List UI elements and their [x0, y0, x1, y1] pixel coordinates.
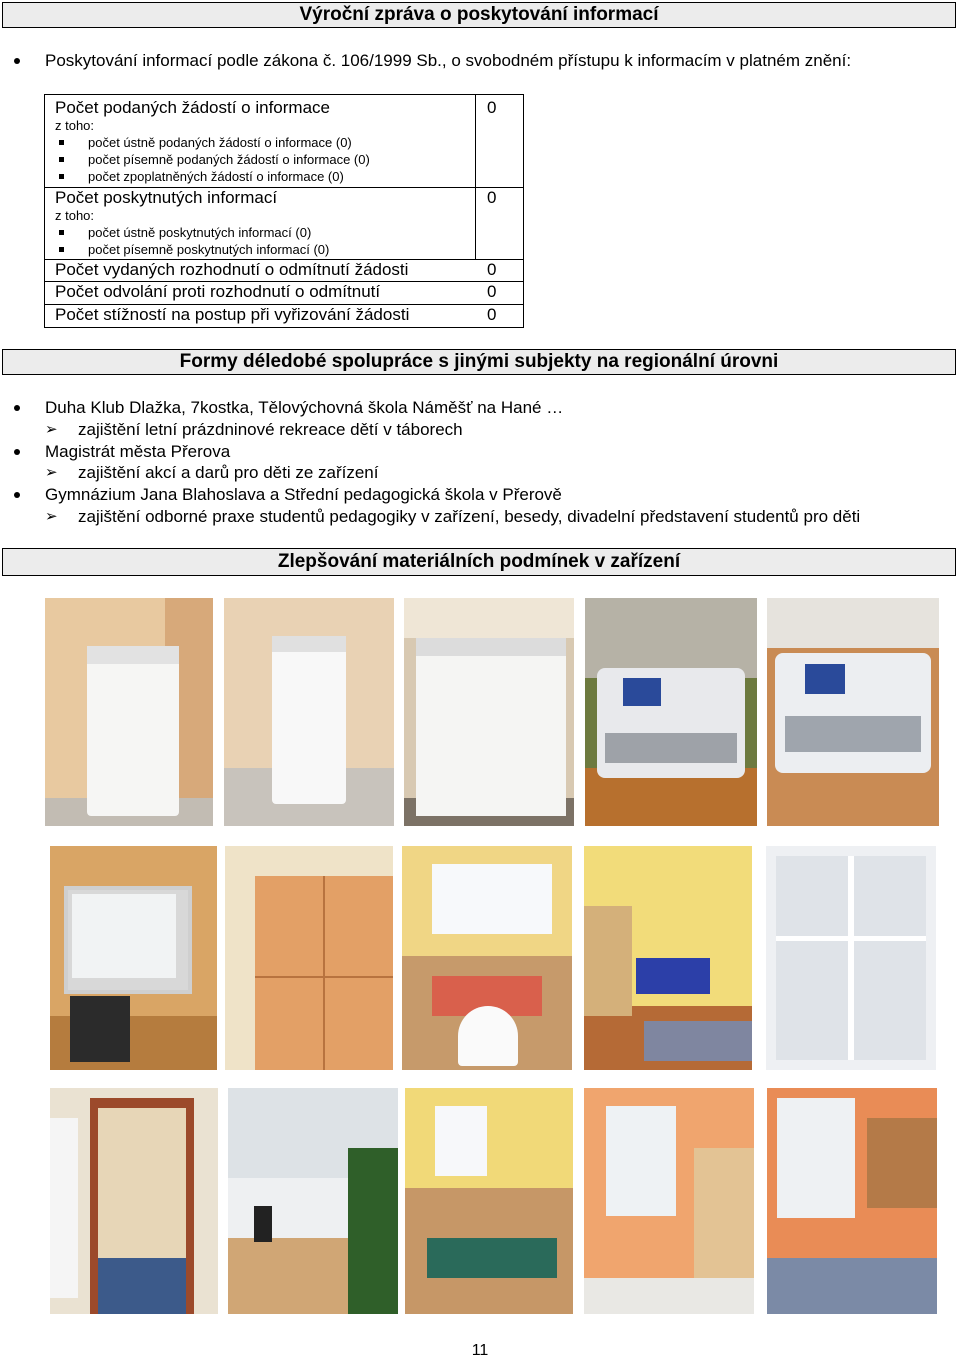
rejections-value: 0: [487, 260, 497, 279]
photo-window-curtains: [766, 846, 936, 1070]
bullet-icon: [14, 405, 20, 411]
photo-dining-room: [402, 846, 572, 1070]
partner-2-detail: zajištění akcí a darů pro děti ze zařízení: [78, 463, 379, 482]
photo-office: [228, 1088, 398, 1314]
partner-1-detail: zajištění letní prázdninové rekreace dětí v táborech: [78, 420, 463, 439]
provided-label: Počet poskytnutých informací: [55, 188, 278, 207]
bullet-icon: [14, 449, 20, 455]
requests-item-charged: počet zpoplatněných žádostí o informace (0): [88, 169, 344, 184]
photo-bedroom: [584, 846, 752, 1070]
square-bullet-icon: [59, 157, 64, 162]
square-bullet-icon: [59, 140, 64, 145]
provided-breakdown-label: z toho:: [55, 208, 95, 223]
arrow-bullet-icon: ➢: [45, 464, 58, 481]
improvements-heading: Zlepšování materiálních podmínek v zařízení: [2, 548, 956, 576]
bullet-icon: [14, 58, 20, 64]
photo-doorway: [50, 1088, 218, 1314]
requests-item-oral: počet ústně podaných žádostí o informace (0): [88, 135, 352, 150]
arrow-bullet-icon: ➢: [45, 421, 58, 438]
photo-washing-machine-2: [224, 598, 394, 826]
appeals-value: 0: [487, 282, 497, 301]
provided-item-written: počet písemně poskytnutých informací (0): [88, 242, 330, 257]
photo-table-tennis-room: [405, 1088, 573, 1314]
provided-value: 0: [487, 188, 497, 207]
photo-common-room: [767, 1088, 937, 1314]
bullet-icon: [14, 492, 20, 498]
partner-3: Gymnázium Jana Blahoslava a Střední pedagogická škola v Přerově: [45, 485, 562, 504]
info-table: [44, 94, 524, 328]
square-bullet-icon: [59, 230, 64, 235]
photo-kitchen: [584, 1088, 754, 1314]
report-title: Výroční zpráva o poskytování informací: [2, 2, 956, 28]
photo-dishwasher: [404, 598, 574, 826]
cooperation-heading: Formy déledobé spolupráce s jinými subjekty na regionální úrovni: [2, 349, 956, 375]
photo-washing-machine-1: [45, 598, 213, 826]
photo-computer: [50, 846, 217, 1070]
requests-item-written: počet písemně podaných žádostí o informace (0): [88, 152, 370, 167]
partner-2: Magistrát města Přerova: [45, 442, 231, 461]
photo-printer-2: [767, 598, 939, 826]
rejections-label: Počet vydaných rozhodnutí o odmítnutí žádosti: [55, 260, 409, 279]
appeals-label: Počet odvolání proti rozhodnutí o odmítnutí: [55, 282, 381, 301]
complaints-value: 0: [487, 305, 497, 324]
photo-wardrobes: [225, 846, 393, 1070]
intro-text: Poskytování informací podle zákona č. 106/1999 Sb., o svobodném přístupu k informacím v platném znění:: [45, 51, 852, 70]
table-column-divider: [475, 95, 476, 259]
page-number: 11: [471, 1342, 489, 1359]
square-bullet-icon: [59, 247, 64, 252]
provided-item-oral: počet ústně poskytnutých informací (0): [88, 225, 312, 240]
square-bullet-icon: [59, 174, 64, 179]
requests-label: Počet podaných žádostí o informace: [55, 98, 330, 117]
partner-1: Duha Klub Dlažka, 7kostka, Tělovýchovná škola Náměšť na Hané …: [45, 398, 564, 417]
arrow-bullet-icon: ➢: [45, 508, 58, 525]
photo-printer-1: [585, 598, 757, 826]
requests-value: 0: [487, 98, 497, 117]
partner-3-detail: zajištění odborné praxe studentů pedagogiky v zařízení, besedy, divadelní představení studentů pro děti: [78, 507, 861, 526]
complaints-label: Počet stížností na postup při vyřizování žádosti: [55, 305, 410, 324]
requests-breakdown-label: z toho:: [55, 118, 95, 133]
